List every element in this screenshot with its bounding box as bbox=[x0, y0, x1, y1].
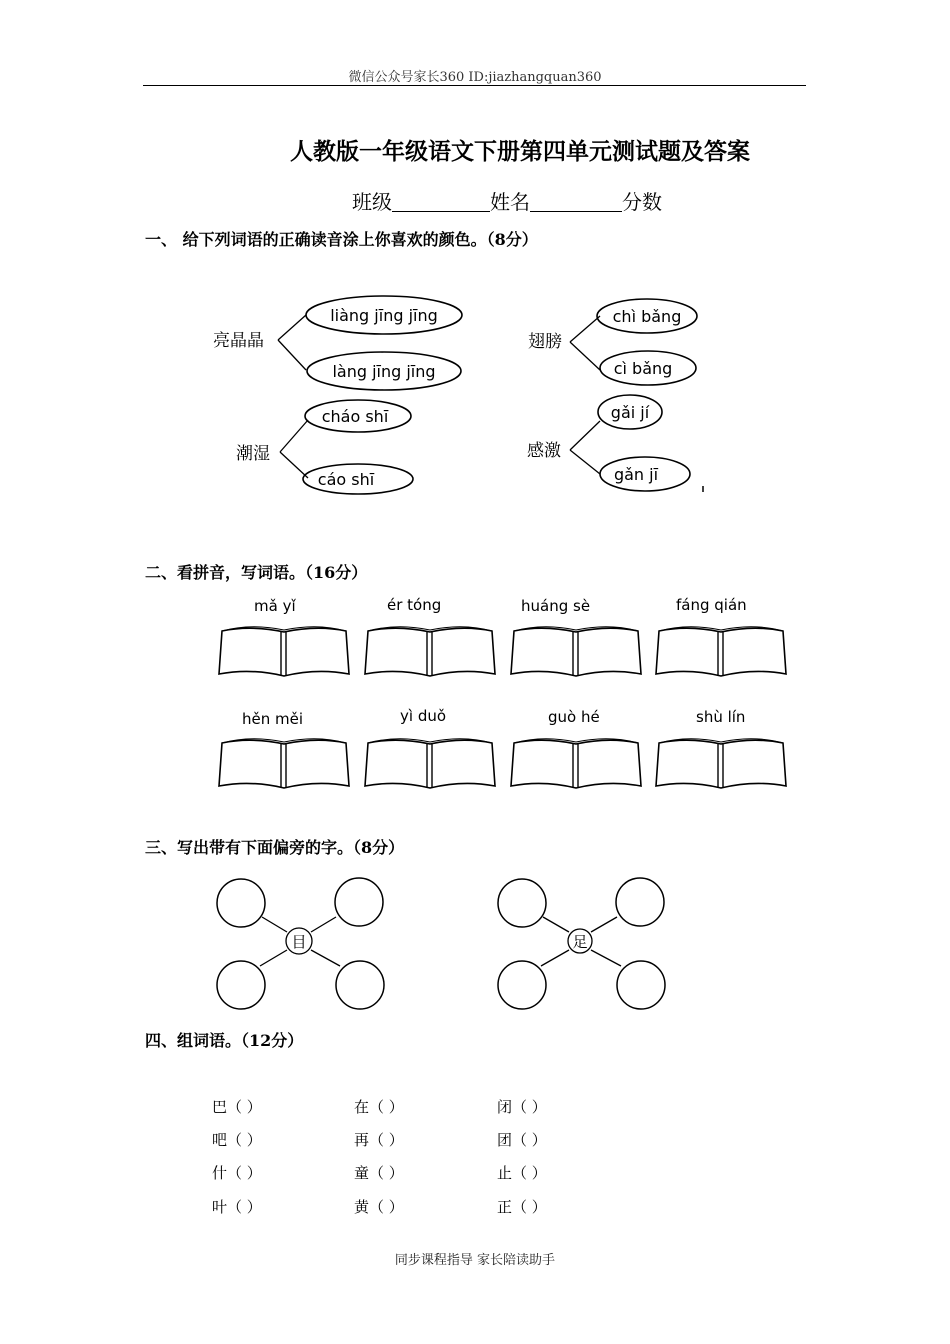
student-info-line bbox=[352, 186, 662, 215]
word-label: 翅膀 bbox=[528, 332, 562, 352]
radical-char: 足 bbox=[572, 933, 588, 951]
score-label: 分数 bbox=[622, 190, 662, 214]
branch-line bbox=[278, 315, 306, 340]
pinyin-option: cháo shī bbox=[321, 407, 389, 426]
answer-circle[interactable] bbox=[617, 961, 665, 1009]
word-group-item: 再（ ） bbox=[354, 1131, 404, 1149]
word-label: 感激 bbox=[527, 441, 561, 461]
class-blank bbox=[392, 191, 490, 212]
word-group-item: 闭（ ） bbox=[497, 1098, 547, 1116]
answer-circle[interactable] bbox=[335, 878, 383, 926]
name-blank bbox=[530, 191, 622, 212]
writing-box[interactable] bbox=[365, 627, 495, 676]
word-group-item: 什（ ） bbox=[212, 1164, 262, 1182]
writing-books bbox=[0, 610, 950, 800]
page-header: 微信公众号家长360 ID:jiazhangquan360 bbox=[348, 70, 602, 85]
word-group-item: 童（ ） bbox=[354, 1164, 404, 1182]
pinyin-label: guò hé bbox=[548, 708, 600, 726]
branch-line bbox=[278, 340, 306, 370]
pinyin-label: fáng qián bbox=[676, 596, 747, 614]
answer-circle[interactable] bbox=[217, 879, 265, 927]
section-2-heading: 二、看拼音，写词语。（16分） bbox=[145, 563, 368, 582]
word-group-item: 叶（ ） bbox=[212, 1198, 262, 1216]
header-divider bbox=[143, 85, 806, 86]
answer-circle[interactable] bbox=[498, 879, 546, 927]
word-group-item: 吧（ ） bbox=[212, 1131, 262, 1149]
writing-box[interactable] bbox=[511, 627, 641, 676]
pinyin-option: gǎn jī bbox=[613, 465, 659, 484]
pinyin-label: shù lín bbox=[696, 708, 746, 726]
answer-circle[interactable] bbox=[217, 961, 265, 1009]
section-4-heading: 四、组词语。（12分） bbox=[145, 1031, 304, 1050]
writing-box[interactable] bbox=[365, 739, 495, 788]
word-group-item: 巴（ ） bbox=[212, 1098, 262, 1116]
branch-line bbox=[570, 342, 600, 370]
word-group-item: 止（ ） bbox=[497, 1164, 547, 1182]
name-label: 姓名 bbox=[490, 190, 530, 214]
pinyin-label: huáng sè bbox=[521, 597, 591, 615]
pinyin-option: cì bǎng bbox=[613, 359, 673, 378]
section-3-heading: 三、写出带有下面偏旁的字。（8分） bbox=[145, 838, 405, 857]
word-group-item: 团（ ） bbox=[497, 1131, 547, 1149]
pinyin-label: mǎ yǐ bbox=[254, 597, 296, 615]
writing-box[interactable] bbox=[219, 739, 349, 788]
page-footer: 同步课程指导 家长陪读助手 bbox=[394, 1253, 556, 1268]
branch-line bbox=[280, 452, 308, 478]
word-group-item: 在（ ） bbox=[354, 1098, 404, 1116]
branch-line bbox=[570, 316, 600, 342]
answer-circle[interactable] bbox=[498, 961, 546, 1009]
writing-box[interactable] bbox=[656, 739, 786, 788]
pinyin-label: hěn měi bbox=[242, 710, 304, 728]
section-1-heading: 一、 给下列词语的正确读音涂上你喜欢的颜色。（8分） bbox=[145, 230, 538, 249]
branch-line bbox=[570, 421, 600, 450]
answer-circle[interactable] bbox=[336, 961, 384, 1009]
word-label: 潮湿 bbox=[236, 444, 270, 464]
writing-box[interactable] bbox=[656, 627, 786, 676]
pronunciation-diagram bbox=[0, 280, 950, 510]
radical-char: 目 bbox=[291, 933, 307, 951]
word-group-item: 黄（ ） bbox=[354, 1198, 404, 1216]
pinyin-option: chì bǎng bbox=[612, 307, 682, 326]
branch-line bbox=[570, 450, 600, 474]
pinyin-label: yì duǒ bbox=[400, 707, 447, 725]
answer-circle[interactable] bbox=[616, 878, 664, 926]
pinyin-option: làng jīng jīng bbox=[332, 362, 436, 381]
radical-diagram bbox=[0, 870, 950, 1020]
pinyin-option: liàng jīng jīng bbox=[330, 306, 438, 325]
pinyin-option: cáo shī bbox=[317, 470, 375, 489]
page-title: 人教版一年级语文下册第四单元测试题及答案 bbox=[290, 138, 750, 165]
writing-box[interactable] bbox=[511, 739, 641, 788]
word-group-item: 正（ ） bbox=[497, 1198, 547, 1216]
pinyin-label: ér tóng bbox=[387, 596, 442, 614]
branch-line bbox=[280, 420, 308, 452]
writing-box[interactable] bbox=[219, 627, 349, 676]
pinyin-option: gǎi jí bbox=[610, 403, 650, 422]
word-label: 亮晶晶 bbox=[213, 331, 264, 351]
class-label: 班级 bbox=[352, 190, 392, 214]
